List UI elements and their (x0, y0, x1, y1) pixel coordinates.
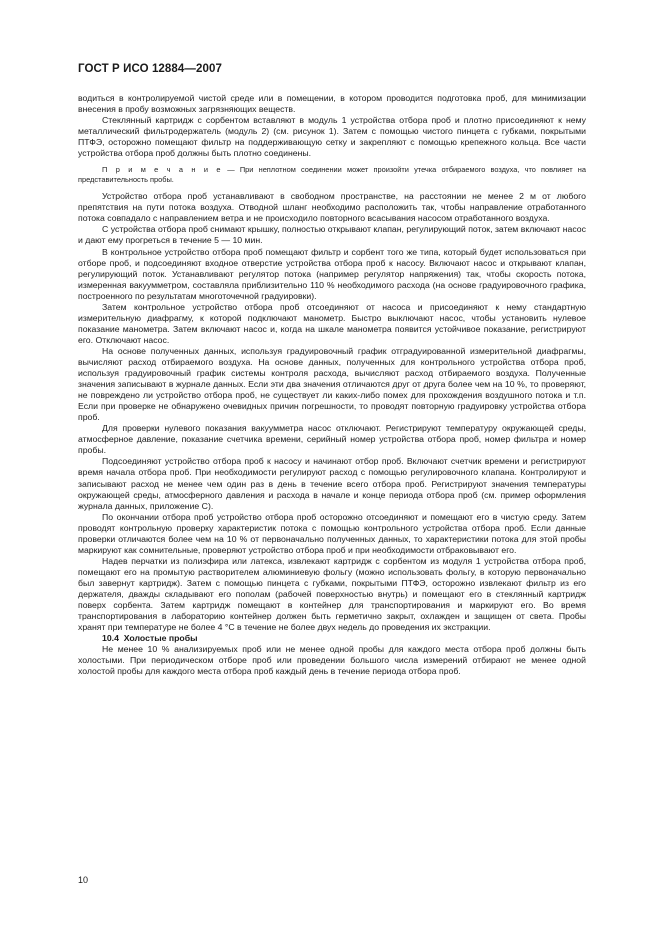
document-header: ГОСТ Р ИСО 12884—2007 (78, 63, 223, 75)
paragraph-blank-samples: Не менее 10 % анализируемых проб или не менее одной пробы для каждого места отбора проб должны быть холостыми. При периодическом отборе проб или проведении большого числа измерений отбирают не менее одной холостой пробы для каждого места отбора проб каждый день в течение периода отбора проб. (78, 644, 586, 677)
paragraph-orifice: Затем контрольное устройство отбора проб отсоединяют от насоса и присоединяют к нему стандартную измерительную диафрагму, к которой подключают манометр. Быстро выключают насос, чтобы установить нулевое показание манометра. Затем включают насос и, когда на шкале манометра появится устойчивое показание, регистрируют его. Отключают насос. (78, 301, 586, 345)
paragraph-calculation: На основе полученных данных, используя градуировочный график отградуированной измерительной диафрагмы, вычисляют расход отбираемого воздуха. На основе данных, полученных для контрольного устройства отбора проб, используя градуировочный график системы контроля расхода, вычисляют расход отбираемого воздуха. Полученные значения записывают в журнале данных. Если эти два значения отличаются друг от друга более чем на 10 %, то проверяют, не повреждено ли устройство отбора проб, не существует ли каких-либо помех для прохождения воздушного потока и т.п. Если при проверке не обнаружено очевидных причин погрешности, то проводят повторную градуировку устройства отбора проб. (78, 345, 586, 423)
paragraph-continuation: водиться в контролируемой чистой среде или в помещении, в котором проводится подготовка проб, для минимизации внесения в пробу возможных загрязняющих веществ. (78, 93, 586, 115)
section-number: 10.4 (102, 633, 119, 644)
paragraph-cartridge-removal: Надев перчатки из полиэфира или латекса, извлекают картридж с сорбентом из модуля 1 устройства отбора проб, помещают его на промытую растворителем алюминиевую фольгу (можно использовать фольгу, в которую первоначально был завернут картридж). Затем с помощью пинцета с губками, покрытыми ПТФЭ, осторожно извлекают фильтр из его держателя, дважды складывают его пополам (рабочей поверхностью внутрь) и помещают его в стеклянный картридж поверх сорбента. Затем картридж помещают в контейнер для транспортирования и маркируют его. Во время транспортирования в лабораторию контейнер должен быть герметично закрыт, охлажден и защищен от света. Пробы хранят при температуре не более 4 °С в течение не более двух недель до проведения их экстракции. (78, 555, 586, 633)
document-body (78, 93, 586, 677)
section-title: Холостые пробы (123, 633, 198, 644)
paragraph-zero-check: Для проверки нулевого показания вакуумметра насос отключают. Регистрируют температуру окружающей среды, атмосферное давление, показание счетчика времени, серийный номер устройства отбора проб, номер фильтра и номер пробы. (78, 423, 586, 456)
paragraph-cartridge-assembly: Стеклянный картридж с сорбентом вставляют в модуль 1 устройства отбора проб и плотно присоединяют к нему металлический фильтродержатель (модуль 2) (см. рисунок 1). Затем с помощью чистого пинцета с губками, покрытыми ПТФЭ, осторожно помещают фильтр на поддерживающую сетку и закрепляют с помощью крепежного кольца. Все части устройства отбора проб должны быть плотно соединены. (78, 115, 586, 159)
note-label: П р и м е ч а н и е (102, 165, 223, 175)
page-number: 10 (78, 875, 89, 885)
paragraph-warmup: С устройства отбора проб снимают крышку, полностью открывают клапан, регулирующий поток, затем включают насос и дают ему прогреться в течение 5 — 10 мин. (78, 224, 586, 246)
note (78, 165, 586, 185)
paragraph-placement: Устройство отбора проб устанавливают в свободном пространстве, на расстоянии не менее 2 м от любого препятствия на пути потока воздуха. Отводной шланг необходимо расположить так, чтобы направление отработанного потока совпадало с направлением ветра и не происходило повторного всасывания насосом отработанного воздуха. (78, 191, 586, 224)
paragraph-sampling-end: По окончании отбора проб устройство отбора проб осторожно отсоединяют и помещают его в чистую среду. Затем проводят контрольную проверку характеристик потока с помощью контрольного устройства отбора проб. Если данные проверки отличаются более чем на 10 % от первоначально полученных данных, то характеристики потока для этой пробы маркируют как сомнительные, проверяют устройство отбора проб и при необходимости отбраковывают его. (78, 511, 586, 555)
section-heading (78, 633, 586, 644)
paragraph-control-device: В контрольное устройство отбора проб помещают фильтр и сорбент того же типа, который будет использоваться при отборе проб, и подсоединяют входное отверстие устройства отбора проб к насосу. Включают насос и открывают клапан, регулирующий поток. Устанавливают регулятор потока (например регулятор напряжения) так, чтобы скорость потока, измеренная вакуумметром, составляла приблизительно 110 % необходимого расхода (на основе градуировочного графика, построенного по результатам многоточечной градуировки). (78, 246, 586, 301)
note-text: — При неплотном соединении может произойти утечка отбираемого воздуха, что повлияет на представительность пробы. (78, 165, 586, 185)
paragraph-sampling-start: Подсоединяют устройство отбора проб к насосу и начинают отбор проб. Включают счетчик времени и регистрируют время начала отбора проб. При необходимости регулируют расход с помощью регулировочного клапана. Контролируют и записывают расход не менее чем один раз в день в течение всего отбора проб. Регистрируют значения температуры окружающей среды, атмосферного давления и расхода в начале и конце периода отбора проб (см. пример оформления журнала данных, приложение С). (78, 456, 586, 511)
